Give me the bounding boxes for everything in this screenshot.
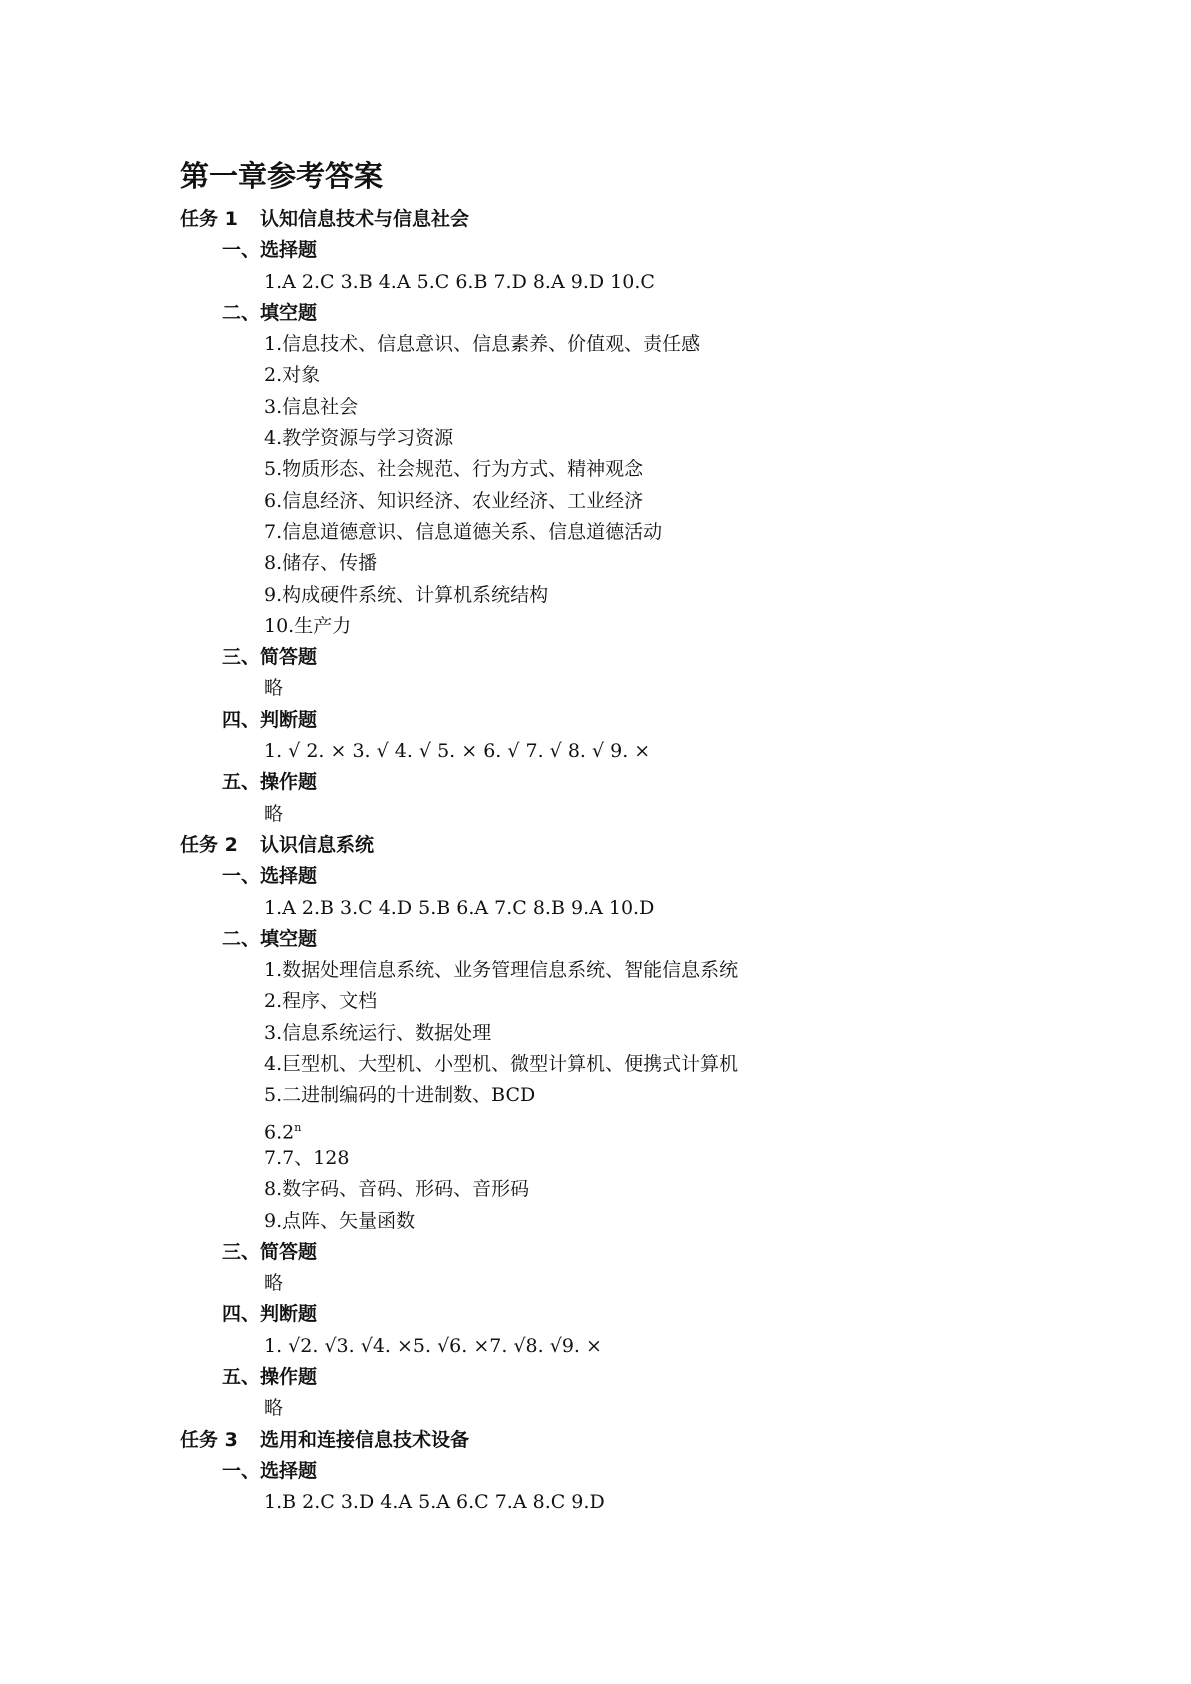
answer-line: 7.信息道德意识、信息道德关系、信息道德活动 bbox=[264, 520, 663, 543]
document-page bbox=[180, 156, 1080, 1518]
section-heading: 二、填空题 bbox=[222, 301, 318, 324]
answer-line: 6.信息经济、知识经济、农业经济、工业经济 bbox=[264, 489, 644, 512]
answer-line: 4.巨型机、大型机、小型机、微型计算机、便携式计算机 bbox=[264, 1053, 739, 1076]
task-number: 任务 2 bbox=[180, 833, 238, 856]
section-heading: 五、操作题 bbox=[222, 1365, 318, 1388]
section-heading: 四、判断题 bbox=[222, 708, 318, 731]
task-heading bbox=[180, 204, 1080, 235]
answer-line: 略 bbox=[264, 1272, 284, 1295]
answer-line: 7.7、128 bbox=[264, 1146, 350, 1169]
section-heading: 三、简答题 bbox=[222, 646, 318, 669]
answer-text: 6.2 bbox=[264, 1120, 295, 1143]
answer-line: 8.储存、传播 bbox=[264, 552, 378, 575]
answer-line: 略 bbox=[264, 677, 284, 700]
section-heading: 一、选择题 bbox=[222, 1459, 318, 1482]
task-title: 选用和连接信息技术设备 bbox=[260, 1428, 470, 1451]
section-heading: 三、简答题 bbox=[222, 1240, 318, 1263]
section-heading: 一、选择题 bbox=[222, 865, 318, 888]
answer-line: 3.信息社会 bbox=[264, 395, 359, 418]
answer-line: 1.信息技术、信息意识、信息素养、价值观、责任感 bbox=[264, 333, 701, 356]
answer-line: 9.点阵、矢量函数 bbox=[264, 1209, 416, 1232]
section-heading: 四、判断题 bbox=[222, 1303, 318, 1326]
task-number: 任务 1 bbox=[180, 208, 238, 230]
answer-line: 10.生产力 bbox=[264, 614, 352, 637]
answer-line: 5.二进制编码的十进制数、BCD bbox=[264, 1084, 536, 1107]
answer-line: 4.教学资源与学习资源 bbox=[264, 427, 454, 450]
section-heading: 二、填空题 bbox=[222, 927, 318, 950]
answer-line: 1.A 2.B 3.C 4.D 5.B 6.A 7.C 8.B 9.A 10.D bbox=[264, 896, 655, 919]
answer-line: 1.数据处理信息系统、业务管理信息系统、智能信息系统 bbox=[264, 959, 739, 982]
task-heading bbox=[180, 1425, 1080, 1456]
task-title: 认识信息系统 bbox=[260, 833, 375, 856]
answer-content bbox=[180, 204, 1080, 1518]
section-heading: 五、操作题 bbox=[222, 771, 318, 794]
answer-line: 5.物质形态、社会规范、行为方式、精神观念 bbox=[264, 458, 644, 481]
task-heading bbox=[180, 830, 1080, 861]
answer-line: 2.程序、文档 bbox=[264, 990, 378, 1013]
answer-line: 9.构成硬件系统、计算机系统结构 bbox=[264, 583, 549, 606]
answer-line: 2.对象 bbox=[264, 364, 321, 387]
answer-line: 1. √2. √3. √4. ×5. √6. ×7. √8. √9. × bbox=[264, 1334, 602, 1357]
answer-line: 略 bbox=[264, 1397, 284, 1420]
section-heading: 一、选择题 bbox=[222, 239, 318, 262]
answer-line: 1.B 2.C 3.D 4.A 5.A 6.C 7.A 8.C 9.D bbox=[264, 1491, 605, 1514]
answer-line bbox=[180, 1112, 1080, 1143]
answer-line: 1.A 2.C 3.B 4.A 5.C 6.B 7.D 8.A 9.D 10.C bbox=[264, 270, 655, 293]
answer-line: 略 bbox=[264, 802, 284, 825]
answer-line: 3.信息系统运行、数据处理 bbox=[264, 1021, 492, 1044]
superscript: n bbox=[294, 1120, 302, 1134]
chapter-title: 第一章参考答案 bbox=[180, 159, 384, 193]
answer-line: 1. √ 2. × 3. √ 4. √ 5. × 6. √ 7. √ 8. √ 9. × bbox=[264, 740, 651, 763]
answer-line: 8.数字码、音码、形码、音形码 bbox=[264, 1178, 530, 1201]
task-title: 认知信息技术与信息社会 bbox=[260, 208, 470, 230]
task-number: 任务 3 bbox=[180, 1428, 238, 1451]
